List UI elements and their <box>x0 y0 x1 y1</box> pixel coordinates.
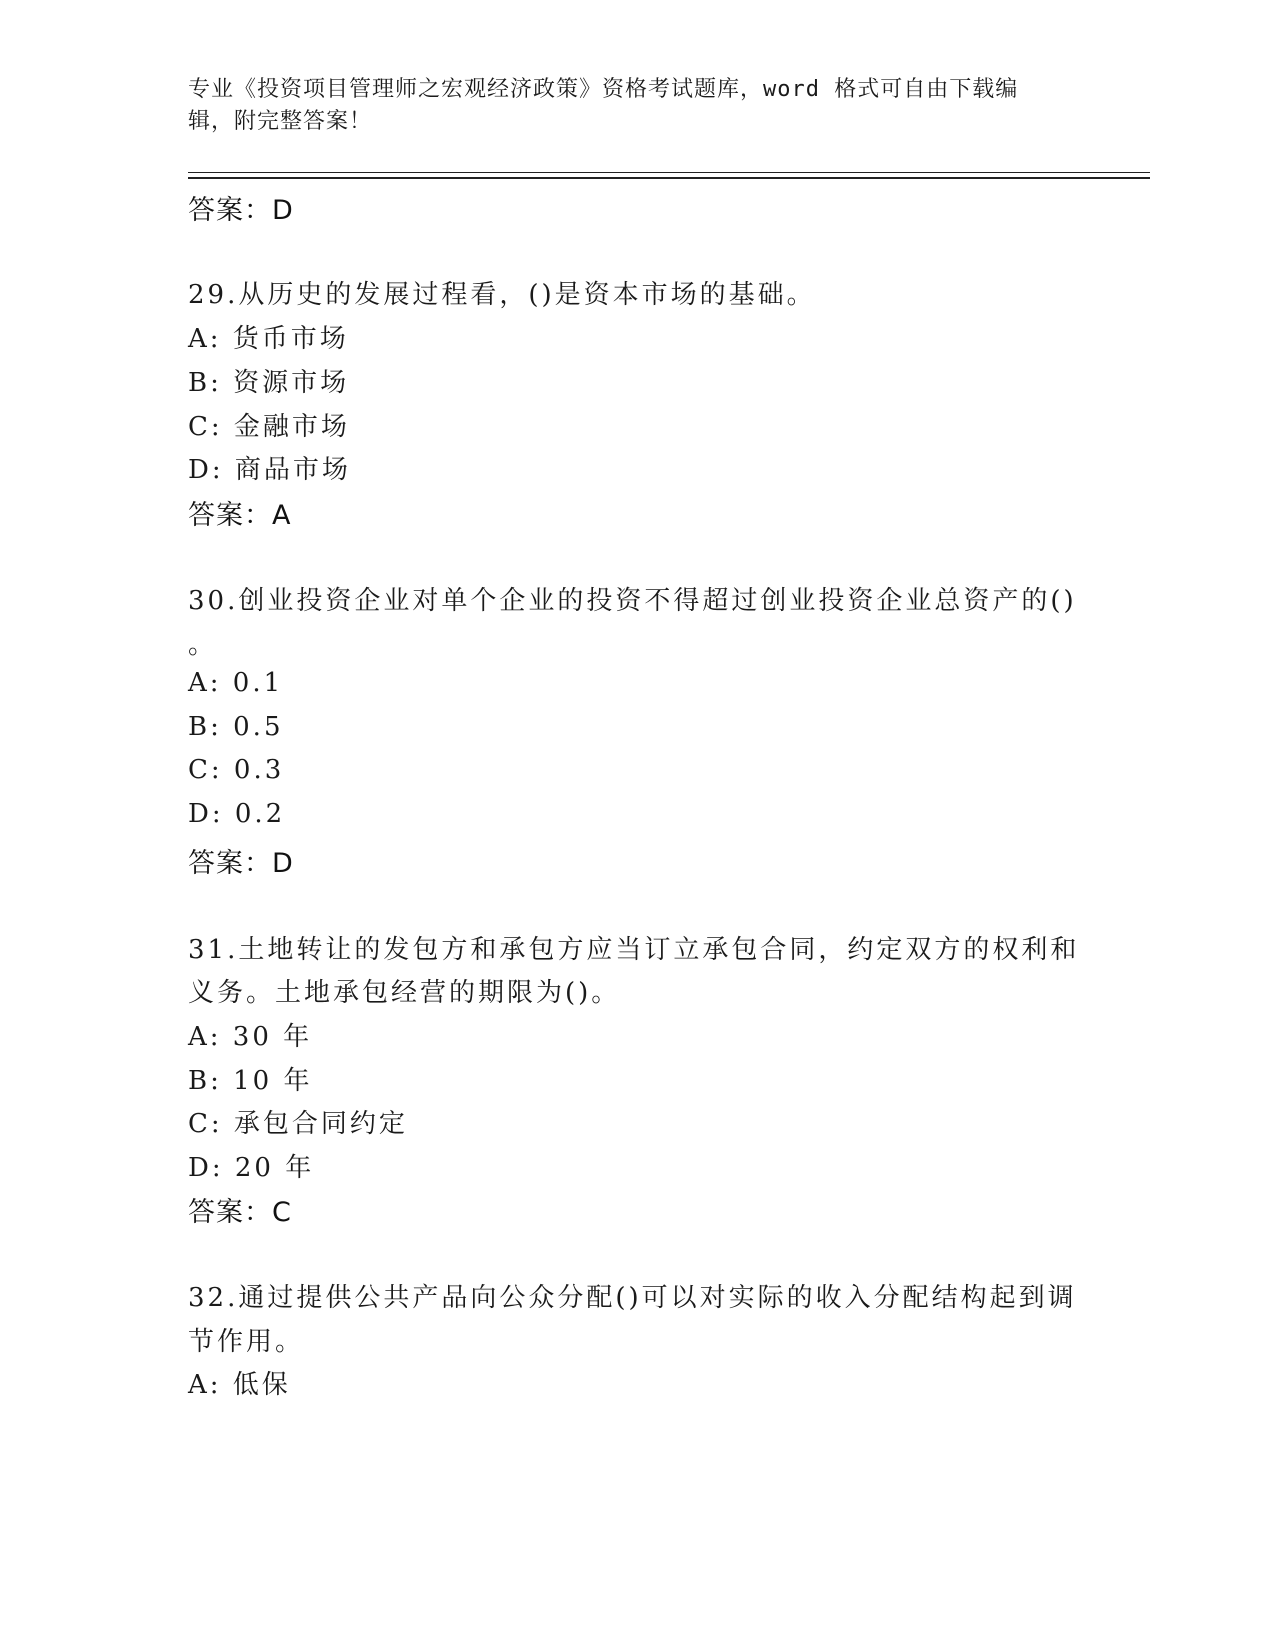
question-29-option-a: A: 货币市场 <box>188 324 349 354</box>
question-29-option-c: C: 金融市场 <box>188 412 350 442</box>
question-30-option-a: A: 0.1 <box>188 668 284 698</box>
question-29-stem: 29.从历史的发展过程看，()是资本市场的基础。 <box>188 280 816 310</box>
question-31-answer: 答案：C <box>188 1197 292 1228</box>
question-31-option-d: D: 20 年 <box>188 1153 315 1183</box>
previous-answer: 答案：D <box>188 195 294 226</box>
question-30-option-d: D: 0.2 <box>188 799 286 829</box>
question-30-option-b: B: 0.5 <box>188 712 284 742</box>
question-31-option-c: C: 承包合同约定 <box>188 1109 408 1139</box>
question-31-option-b: B: 10 年 <box>188 1066 313 1096</box>
question-31-stem-line-2: 义务。土地承包经营的期限为()。 <box>188 978 621 1008</box>
question-31-stem-line-1: 31.土地转让的发包方和承包方应当订立承包合同，约定双方的权利和 <box>188 935 1080 965</box>
header-divider-top <box>188 172 1150 173</box>
header-line-2: 辑，附完整答案！ <box>188 109 373 134</box>
question-30-stem-line-1: 30.创业投资企业对单个企业的投资不得超过创业投资企业总资产的() <box>188 586 1077 616</box>
header-divider-bottom <box>188 177 1150 179</box>
header-line-1: 专业《投资项目管理师之宏观经济政策》资格考试题库，word 格式可自由下载编 <box>188 77 1019 102</box>
question-30-stem-line-2: 。 <box>188 630 218 660</box>
question-30-answer: 答案：D <box>188 848 294 879</box>
question-32-option-a: A: 低保 <box>188 1370 291 1400</box>
question-32-stem-line-1: 32.通过提供公共产品向公众分配()可以对实际的收入分配结构起到调 <box>188 1283 1077 1313</box>
question-29-option-d: D: 商品市场 <box>188 455 351 485</box>
question-30-option-c: C: 0.3 <box>188 755 285 785</box>
question-32-stem-line-2: 节作用。 <box>188 1327 305 1357</box>
question-29-answer: 答案：A <box>188 500 292 531</box>
document-header <box>188 74 1068 138</box>
question-29-option-b: B: 资源市场 <box>188 368 350 398</box>
question-31-option-a: A: 30 年 <box>188 1022 313 1052</box>
